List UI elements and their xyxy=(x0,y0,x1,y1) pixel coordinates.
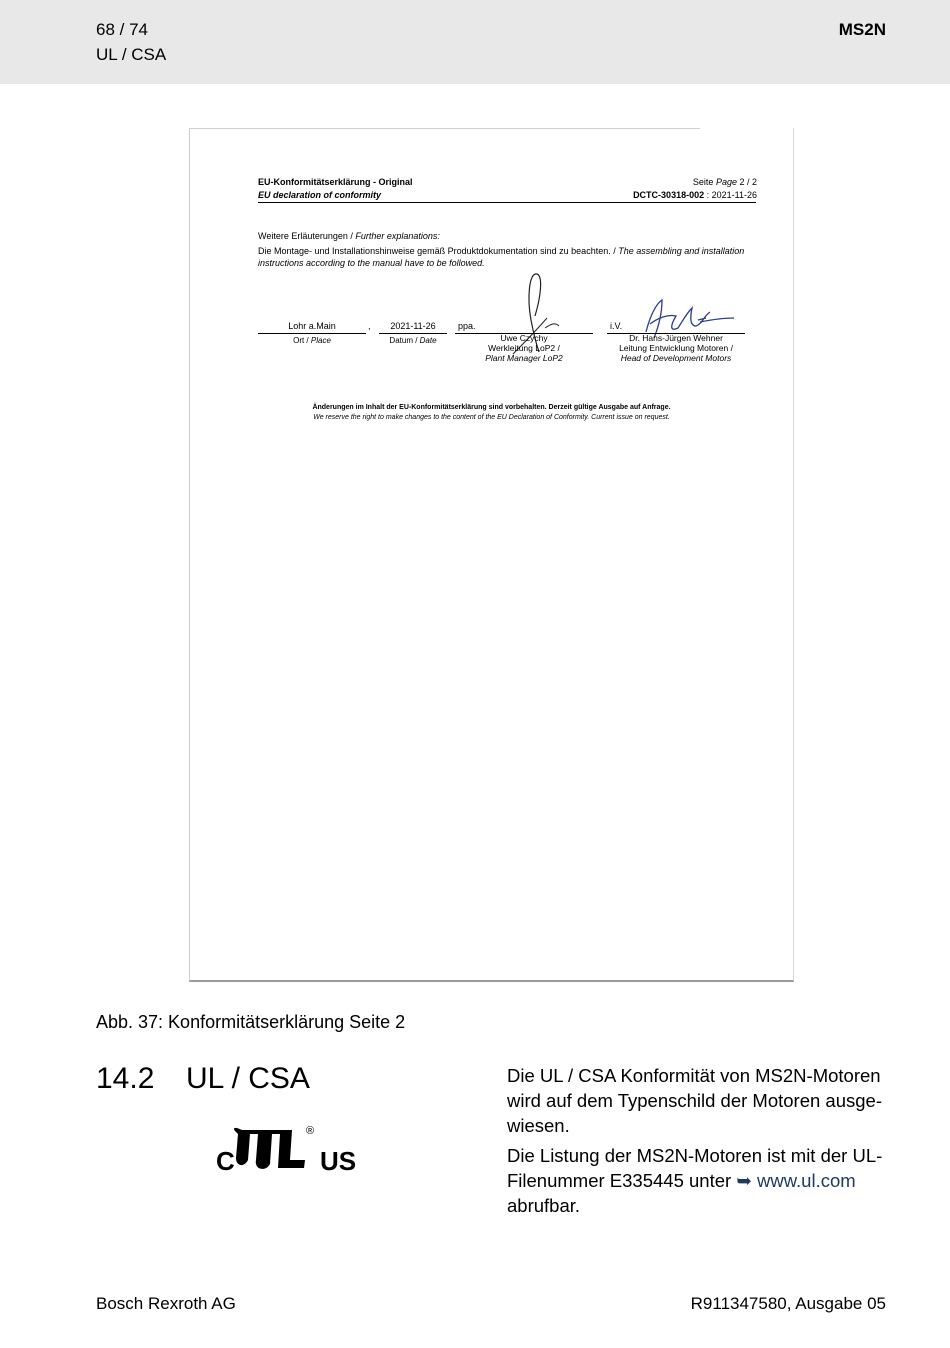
link-arrow-icon: ➥ xyxy=(736,1170,752,1191)
place-value: Lohr a.Main xyxy=(288,321,336,331)
header-section: UL / CSA xyxy=(96,45,167,64)
product-name: MS2N xyxy=(838,20,886,39)
footer-company: Bosch Rexroth AG xyxy=(96,1294,236,1313)
ul-csa-text xyxy=(507,1063,887,1223)
place-rule xyxy=(258,333,366,334)
paragraph-1: Die UL / CSA Konformität von MS2N-Motoren wird auf dem Typenschild der Motoren ausge-wiesen. xyxy=(507,1065,882,1136)
scan-page-label: Seite Page 2 / 2 xyxy=(692,177,757,187)
iv-label: i.V. xyxy=(610,321,623,331)
ppa-label: ppa. xyxy=(458,321,476,331)
logo-c: C xyxy=(216,1146,235,1176)
date-label: Datum / Date xyxy=(389,336,437,345)
further-explanations: Weitere Erläuterungen / Further explanations: xyxy=(258,231,440,241)
signer2-block: Dr. Hans-Jürgen Wehner Leitung Entwicklung Motoren / Head of Development Motors xyxy=(619,333,733,363)
scanned-declaration-page xyxy=(189,128,794,982)
declaration-title-en: EU declaration of conformity xyxy=(258,190,382,200)
header-rule xyxy=(258,202,756,203)
cul-us-logo-icon xyxy=(214,1120,360,1176)
installation-note-line2: instructions according to the manual have to be followed. xyxy=(258,258,485,268)
logo-registered: ® xyxy=(306,1125,315,1137)
scan-footer-en: We reserve the right to make changes to the content of the EU Declaration of Conformity. Current issue on request. xyxy=(313,414,670,421)
section-number: 14.2 xyxy=(96,1062,155,1095)
declaration-title-de: EU-Konformitätserklärung - Original xyxy=(258,177,413,187)
scan-edge xyxy=(190,128,700,129)
ul-link[interactable]: www.ul.com xyxy=(756,1170,856,1191)
page-number: 68 / 74 xyxy=(96,20,148,39)
section-title: UL / CSA xyxy=(186,1062,310,1095)
figure-caption: Abb. 37: Konformitätserklärung Seite 2 xyxy=(96,1012,406,1032)
place-label: Ort / Place xyxy=(293,336,331,345)
installation-note-line1: Die Montage- und Installationshinweise gemäß Produktdokumentation sind zu beachten. / The assembling and installation xyxy=(258,246,745,256)
page-header xyxy=(0,0,950,84)
signer1-block: Uwe Czychy Werkleitung LoP2 / Plant Manager LoP2 xyxy=(485,333,563,363)
scan-comma: , xyxy=(368,321,371,331)
scan-doc-id: DCTC-30318-002 : 2021-11-26 xyxy=(633,190,757,200)
date-value: 2021-11-26 xyxy=(390,321,436,331)
date-rule xyxy=(379,333,447,334)
footer-doc-number: R911347580, Ausgabe 05 xyxy=(690,1294,886,1313)
logo-us: US xyxy=(320,1146,357,1176)
scan-footer-de: Änderungen im Inhalt der EU-Konformitätserklärung sind vorbehalten. Derzeit gültige Ausgabe auf Anfrage. xyxy=(312,404,671,411)
paragraph-2: Die Listung der MS2N-Motoren ist mit der UL-Filenummer E335445 unter ➥ www.ul.com abrufbar. xyxy=(507,1145,883,1216)
